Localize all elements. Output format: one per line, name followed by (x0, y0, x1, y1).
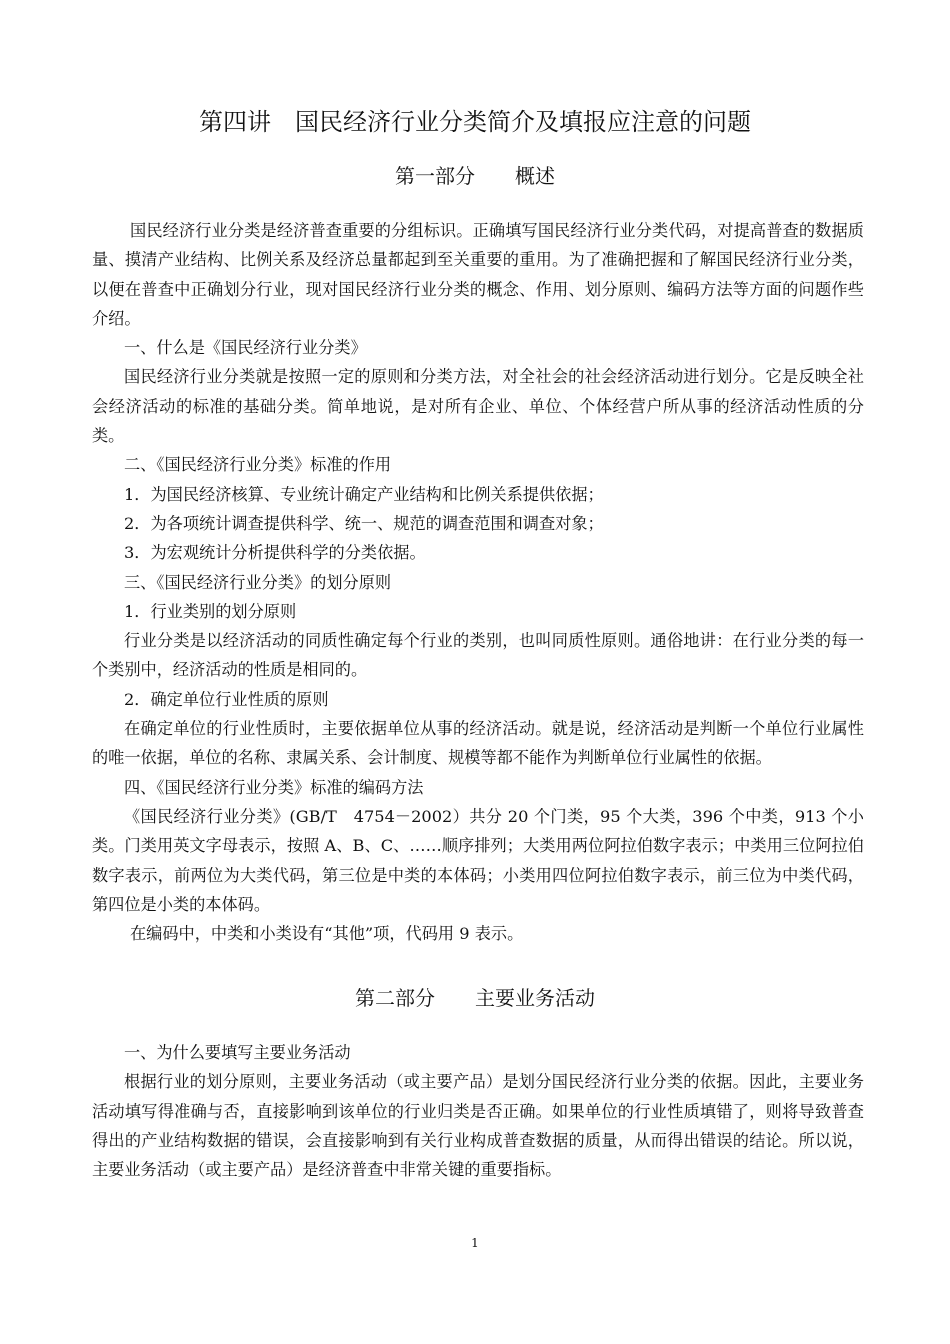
paragraph: 国民经济行业分类是经济普查重要的分组标识。正确填写国民经济行业分类代码，对提高普查的数据质量、摸清产业结构、比例关系及经济总量都起到至关重要的重用。为了准确把握和了解国民经济行业分类，以便在普查中正确划分行业，现对国民经济行业分类的概念、作用、划分原则、编码方法等方面的问题作些介绍。 (92, 221, 864, 328)
list-item: 1．为国民经济核算、专业统计确定产业结构和比例关系提供依据； (124, 484, 604, 504)
list-item: 2．为各项统计调查提供科学、统一、规范的调查范围和调查对象； (124, 513, 604, 533)
paragraph: 《国民经济行业分类》(GB/T 4754－2002）共分 20 个门类，95 个大类，396 个中类，913 个小类。门类用英文字母表示，按照 A、B、C、……顺序排列；大类用两位阿拉伯数字表示；中类用三位阿拉伯数字表示，前两位为大类代码，第三位是中类的本体码；小类用四位阿拉伯数字表示，前三位为中类代码，第四位是小类的本体码。 (92, 806, 864, 914)
part1-heading: 第一部分 概述 (395, 164, 555, 188)
list-item: 3．为宏观统计分析提供科学的分类依据。 (124, 543, 426, 563)
part2-heading: 第二部分 主要业务活动 (355, 986, 595, 1010)
paragraph: 在编码中，中类和小类设有“其他”项，代码用 9 表示。 (130, 924, 524, 944)
subheading: 一、为什么要填写主要业务活动 (124, 1043, 351, 1062)
paragraph: 在确定单位的行业性质时，主要依据单位从事的经济活动。就是说，经济活动是判断一个单位行业属性的唯一依据，单位的名称、隶属关系、会计制度、规模等都不能作为判断单位行业属性的依据。 (92, 719, 864, 768)
list-item: 2．确定单位行业性质的原则 (124, 689, 329, 709)
subheading: 一、什么是《国民经济行业分类》 (124, 338, 367, 358)
document-title: 第四讲 国民经济行业分类简介及填报应注意的问题 (199, 108, 751, 136)
subheading: 四、《国民经济行业分类》标准的编码方法 (124, 777, 424, 797)
subheading: 二、《国民经济行业分类》标准的作用 (124, 455, 392, 475)
part1-body (92, 216, 864, 948)
part2-body (92, 1038, 864, 1184)
paragraph: 行业分类是以经济活动的同质性确定每个行业的类别，也叫同质性原则。通俗地讲：在行业分类的每一个类别中，经济活动的性质是相同的。 (92, 631, 864, 680)
page-number: 1 (471, 1236, 479, 1250)
paragraph: 国民经济行业分类就是按照一定的原则和分类方法，对全社会的社会经济活动进行划分。它是反映全社会经济活动的标准的基础分类。简单地说，是对所有企业、单位、个体经营户所从事的经济活动性质的分类。 (92, 367, 864, 446)
paragraph: 根据行业的划分原则，主要业务活动（或主要产品）是划分国民经济行业分类的依据。因此，主要业务活动填写得准确与否，直接影响到该单位的行业归类是否正确。如果单位的行业性质填错了，则将导致普查得出的产业结构数据的错误，会直接影响到有关行业构成普查数据的质量，从而得出错误的结论。所以说，主要业务活动（或主要产品）是经济普查中非常关键的重要指标。 (92, 1072, 864, 1180)
list-item: 1．行业类别的划分原则 (124, 601, 297, 621)
subheading: 三、《国民经济行业分类》的划分原则 (124, 572, 392, 592)
